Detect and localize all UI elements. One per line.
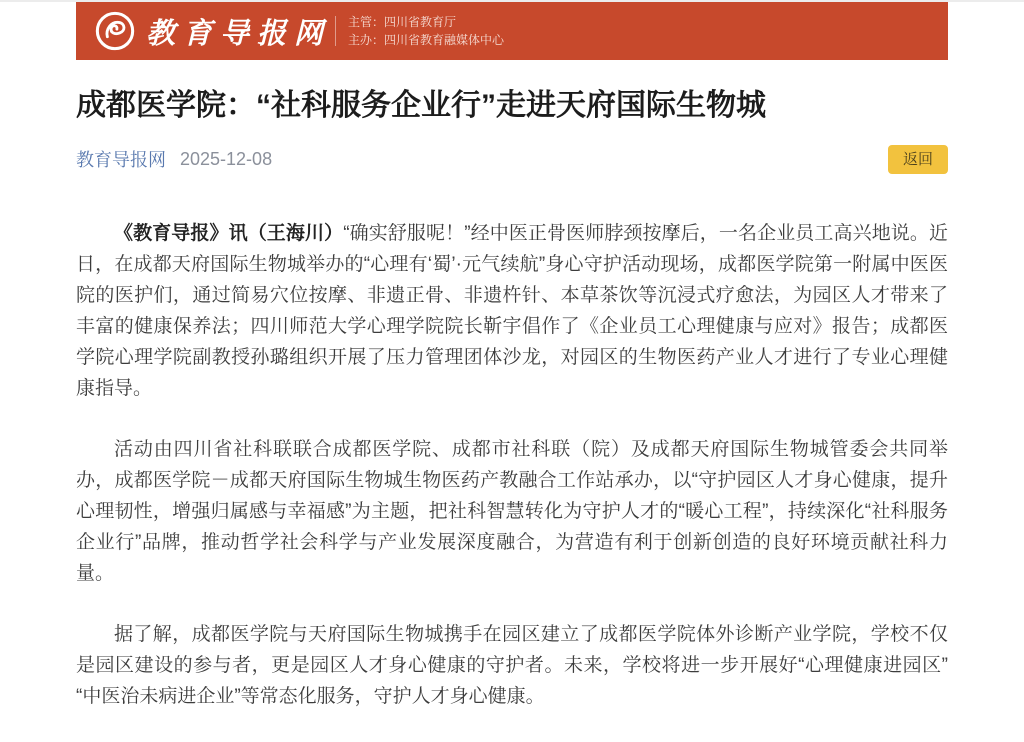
article-paragraph (76, 619, 948, 712)
page-container (76, 2, 948, 742)
site-logo-text: 教育导报网 (146, 17, 332, 50)
article-source-link[interactable]: 教育导报网 (76, 150, 166, 170)
paragraph-text: 活动由四川省社科联联合成都医学院、成都市社科联（院）及成都天府国际生物城管委会共同举办，成都医学院－成都天府国际生物城生物医药产教融合工作站承办，以“守护园区人才身心健康，提升心理韧性，增强归属感与幸福感”为主题，把社科智慧转化为守护人才的“暖心工程”，持续深化“社科服务企业行”品牌，推动哲学社会科学与产业发展深度融合，为营造有利于创新创造的良好环境贡献社科力量。 (76, 439, 948, 584)
paragraph-text: “确实舒服呢！”经中医正骨医师脖颈按摩后，一名企业员工高兴地说。近日，在成都天府国际生物城举办的“心理有‘蜀’·元气续航”身心守护活动现场，成都医学院第一附属中医医院的医护们，通过简易穴位按摩、非遗正骨、非遗杵针、本草茶饮等沉浸式疗愈法，为园区人才带来了丰富的健康保养法；四川师范大学心理学院院长靳宇倡作了《企业员工心理健康与应对》报告；成都医学院心理学院副教授孙璐组织开展了压力管理团体沙龙，对园区的生物医药产业人才进行了专业心理健康指导。 (76, 223, 948, 399)
article-paragraph (76, 434, 948, 589)
site-logo-icon (94, 10, 136, 52)
header-org-info (348, 13, 504, 49)
header-supervisor-line: 主管：四川省教育厅 (348, 15, 457, 29)
site-logo-link[interactable] (94, 10, 331, 52)
header-organizer-line: 主办：四川省教育融媒体中心 (348, 33, 505, 47)
header-divider (335, 16, 336, 46)
article-paragraph (76, 218, 948, 404)
paragraph-text: 据了解，成都医学院与天府国际生物城携手在园区建立了成都医学院体外诊断产业学院，学校不仅是园区建设的参与者，更是园区人才身心健康的守护者。未来，学校将进一步开展好“心理健康进园区”“中医治未病进企业”等常态化服务，守护人才身心健康。 (76, 624, 948, 707)
paragraph-lead: 《教育导报》讯（王海川） (114, 223, 344, 244)
back-button[interactable]: 返回 (888, 145, 948, 174)
article-body (76, 218, 948, 712)
article-title: 成都医学院：“社科服务企业行”走进天府国际生物城 (76, 89, 766, 122)
site-header (76, 2, 948, 60)
article-meta-row (76, 145, 948, 173)
article-date: 2025-12-08 (180, 148, 273, 169)
